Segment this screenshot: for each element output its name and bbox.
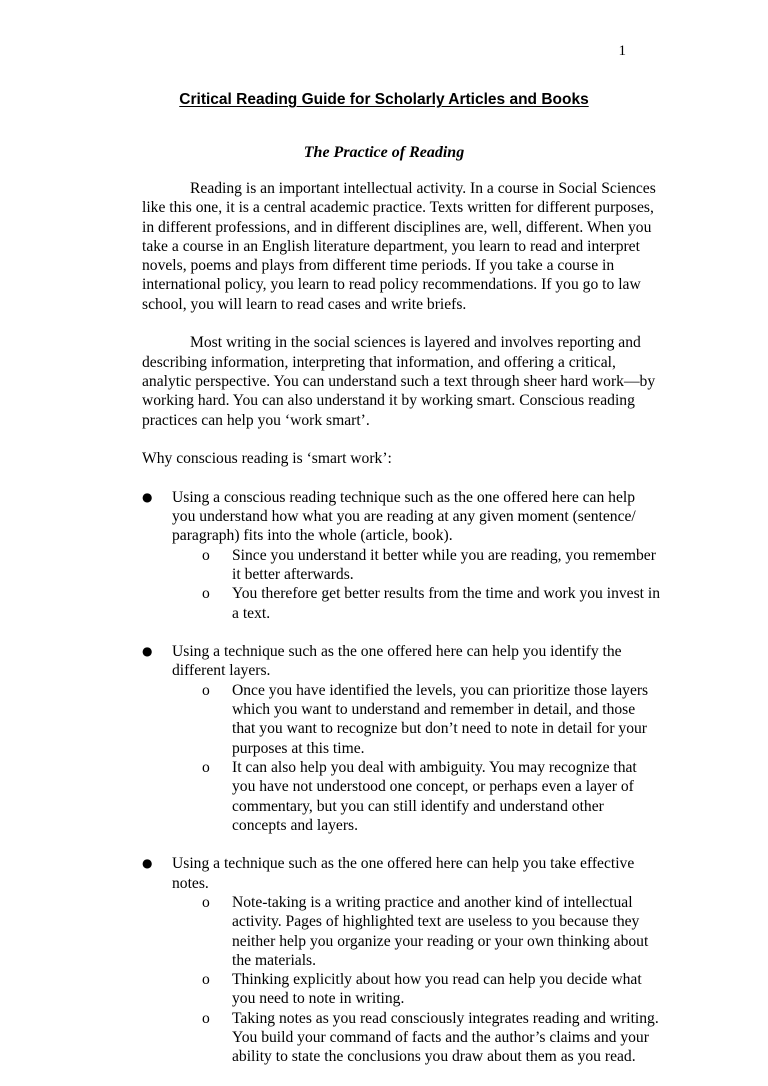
- bullet-icon: ●: [142, 644, 153, 659]
- document-title: Critical Reading Guide for Scholarly Articles and Books: [179, 91, 589, 108]
- sub-list-item: [202, 584, 662, 623]
- list-intro: Why conscious reading is ‘smart work’:: [142, 450, 392, 468]
- sub-list-item-text: Thinking explicitly about how you read can help you decide what you need to note in writing.: [232, 971, 642, 1008]
- list-item-text: Using a technique such as the one offered here can help you identify the different layers.: [172, 643, 622, 680]
- list-item: [142, 854, 662, 1066]
- page-number: 1: [618, 43, 626, 59]
- bullet-list: [142, 488, 662, 1067]
- sub-list-item-text: It can also help you deal with ambiguity. You may recognize that you have not understood one concept, or perhaps even a layer of commentary, but you can still identify and understand other concepts and layers.: [232, 758, 637, 834]
- list-item-text: Using a conscious reading technique such as the one offered here can help you understand how what you are reading at any given moment (sentence/ paragraph) fits into the whole (article, book).: [172, 488, 636, 545]
- bullet-icon: ●: [142, 489, 153, 504]
- sub-list-item-text: Since you understand it better while you are reading, you remember it better afterwards.: [232, 546, 656, 583]
- bullet-icon: ●: [142, 856, 153, 871]
- list-item: [142, 488, 662, 623]
- sub-list: [172, 681, 662, 835]
- circle-bullet-icon: o: [202, 758, 210, 776]
- sub-list-item: [202, 758, 662, 835]
- sub-list-item: [202, 1009, 662, 1067]
- sub-list: [172, 546, 662, 623]
- sub-list-item-text: Note-taking is a writing practice and another kind of intellectual activity. Pages of highlighted text are useless to you because they neither help you organize your reading or your own thinking about the materials.: [232, 893, 649, 969]
- paragraph: Most writing in the social sciences is layered and involves reporting and describing information, interpreting that information, and offering a critical, analytic perspective. You can understand such a text through sheer hard work—by working hard. You can also understand it by working smart. Conscious reading practices can help you ‘work smart’.: [142, 334, 656, 429]
- circle-bullet-icon: o: [202, 893, 210, 911]
- list-item: [142, 642, 662, 835]
- circle-bullet-icon: o: [202, 546, 210, 564]
- list-item-text: Using a technique such as the one offered here can help you take effective notes.: [172, 855, 635, 892]
- sub-list-item: [202, 681, 662, 758]
- sub-list: [172, 893, 662, 1067]
- sub-list-item-text: Taking notes as you read consciously integrates reading and writing. You build your command of facts and the author’s claims and your ability to state the conclusions you draw about them as you read.: [232, 1009, 659, 1066]
- document-body: [142, 179, 662, 1086]
- sub-list-item-text: You therefore get better results from the time and work you invest in a text.: [232, 585, 661, 622]
- section-heading: The Practice of Reading: [303, 144, 465, 161]
- circle-bullet-icon: o: [202, 681, 210, 699]
- circle-bullet-icon: o: [202, 585, 210, 603]
- sub-list-item: [202, 970, 662, 1009]
- sub-list-item: [202, 546, 662, 585]
- circle-bullet-icon: o: [202, 1009, 210, 1027]
- circle-bullet-icon: o: [202, 971, 210, 989]
- paragraph: Reading is an important intellectual activity. In a course in Social Sciences like this one, it is a central academic practice. Texts written for different purposes, in different professions, and in different disciplines are, well, different. When you take a course in an English literature department, you learn to read and interpret novels, poems and plays from different time periods. If you take a course in international policy, you learn to read policy recommendations. If you go to law school, you will learn to read cases and write briefs.: [142, 180, 656, 313]
- sub-list-item-text: Once you have identified the levels, you can prioritize those layers which you want to understand and remember in detail, and those that you want to recognize but don’t need to note in detail for your purposes at this time.: [232, 681, 649, 757]
- sub-list-item: [202, 893, 662, 970]
